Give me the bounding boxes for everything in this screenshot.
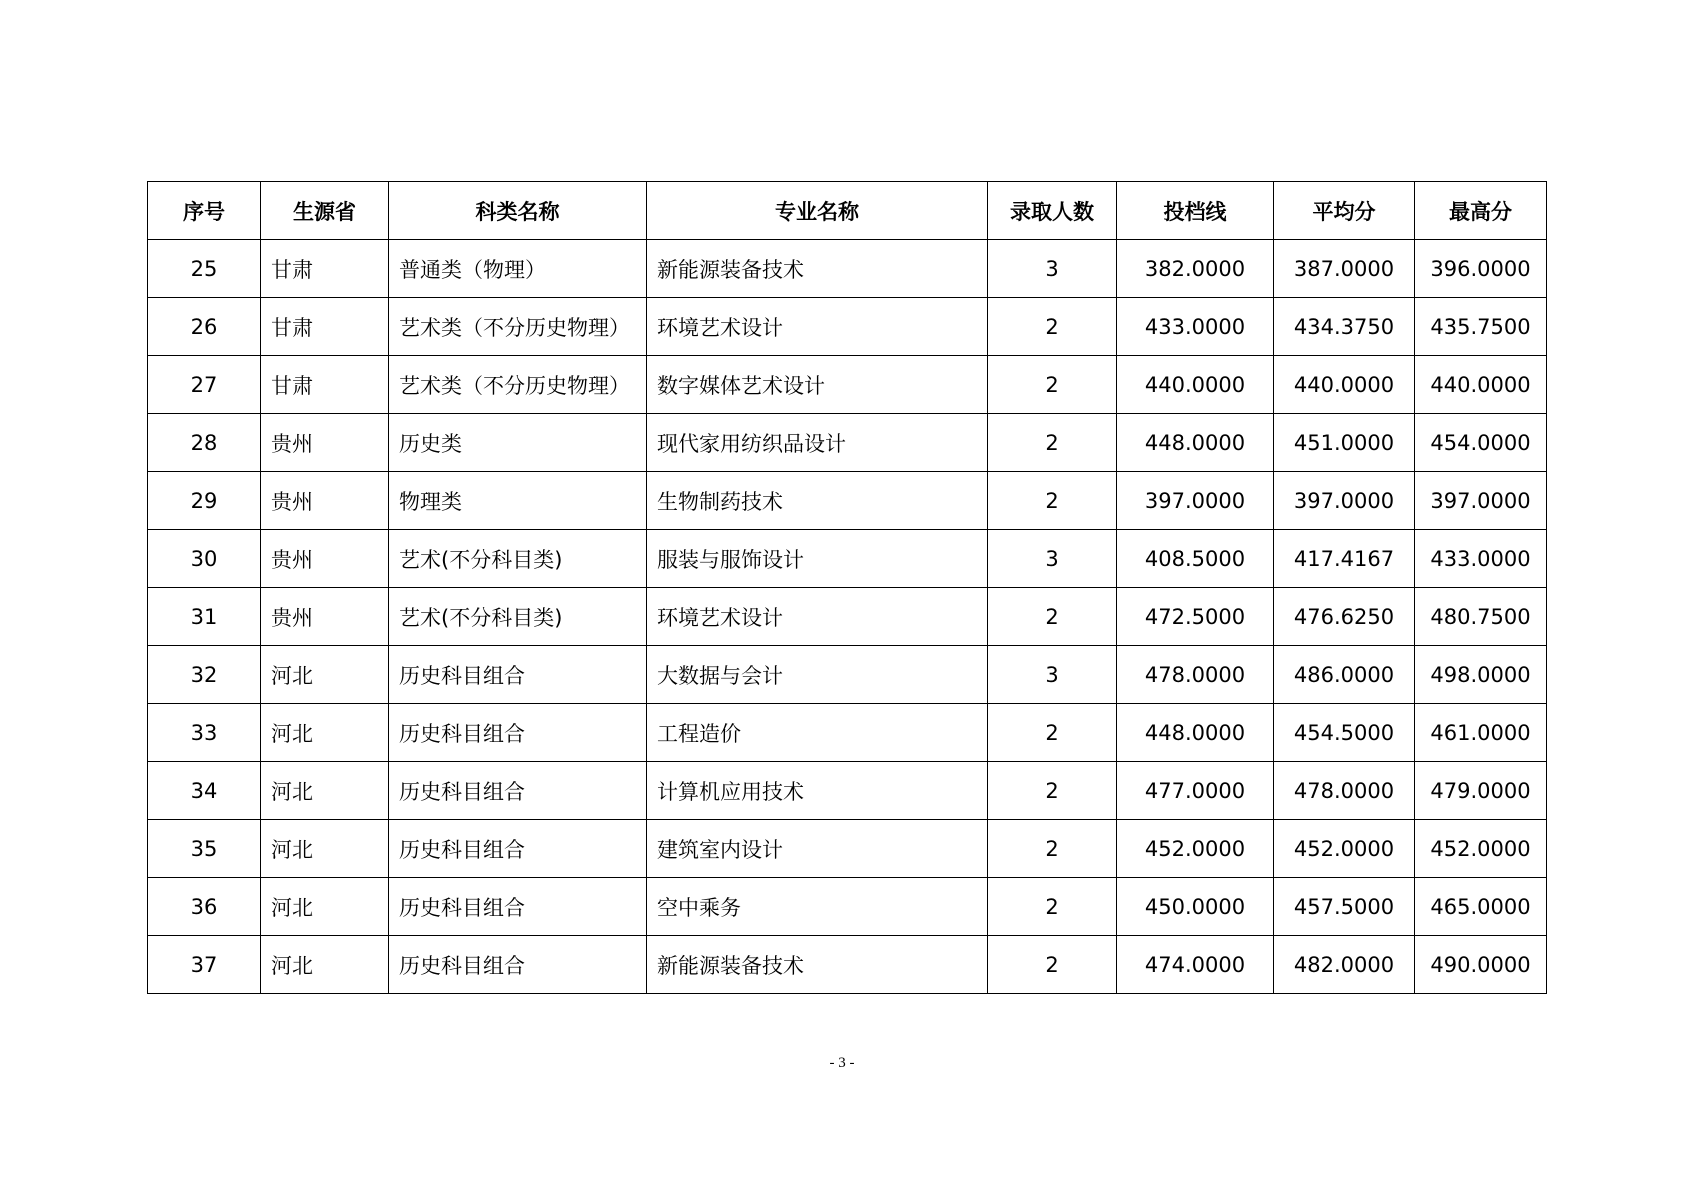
table-row — [148, 936, 1547, 994]
page-number: - 3 - — [829, 1055, 855, 1071]
table-row — [148, 588, 1547, 646]
cell-category: 普通类（物理） — [389, 240, 647, 298]
cell-major: 新能源装备技术 — [647, 936, 988, 994]
table-row — [148, 472, 1547, 530]
cell-cutoff-score: 397.0000 — [1117, 472, 1274, 530]
cell-major: 现代家用纺织品设计 — [647, 414, 988, 472]
cell-category: 艺术(不分科目类) — [389, 530, 647, 588]
cell-cutoff-score: 472.5000 — [1117, 588, 1274, 646]
cell-index: 34 — [148, 762, 261, 820]
cell-cutoff-score: 474.0000 — [1117, 936, 1274, 994]
cell-admitted-count: 2 — [988, 820, 1117, 878]
cell-cutoff-score: 440.0000 — [1117, 356, 1274, 414]
cell-major: 环境艺术设计 — [647, 588, 988, 646]
header-index: 序号 — [148, 182, 261, 240]
cell-province: 河北 — [261, 646, 389, 704]
cell-major: 生物制药技术 — [647, 472, 988, 530]
cell-category: 艺术类（不分历史物理） — [389, 298, 647, 356]
table-row — [148, 240, 1547, 298]
table-row — [148, 356, 1547, 414]
cell-cutoff-score: 382.0000 — [1117, 240, 1274, 298]
cell-index: 30 — [148, 530, 261, 588]
cell-highest-score: 498.0000 — [1415, 646, 1547, 704]
cell-average-score: 478.0000 — [1274, 762, 1415, 820]
cell-highest-score: 480.7500 — [1415, 588, 1547, 646]
cell-index: 33 — [148, 704, 261, 762]
cell-admitted-count: 2 — [988, 878, 1117, 936]
table-row — [148, 298, 1547, 356]
cell-admitted-count: 2 — [988, 762, 1117, 820]
cell-province: 甘肃 — [261, 240, 389, 298]
cell-index: 37 — [148, 936, 261, 994]
cell-index: 28 — [148, 414, 261, 472]
cell-average-score: 434.3750 — [1274, 298, 1415, 356]
cell-index: 36 — [148, 878, 261, 936]
table-row — [148, 414, 1547, 472]
cell-province: 贵州 — [261, 414, 389, 472]
cell-average-score: 397.0000 — [1274, 472, 1415, 530]
cell-major: 新能源装备技术 — [647, 240, 988, 298]
cell-highest-score: 435.7500 — [1415, 298, 1547, 356]
cell-major: 计算机应用技术 — [647, 762, 988, 820]
cell-index: 25 — [148, 240, 261, 298]
header-average-score: 平均分 — [1274, 182, 1415, 240]
cell-admitted-count: 2 — [988, 472, 1117, 530]
cell-index: 35 — [148, 820, 261, 878]
cell-highest-score: 461.0000 — [1415, 704, 1547, 762]
cell-highest-score: 440.0000 — [1415, 356, 1547, 414]
cell-major: 环境艺术设计 — [647, 298, 988, 356]
cell-category: 历史科目组合 — [389, 936, 647, 994]
cell-province: 贵州 — [261, 530, 389, 588]
cell-admitted-count: 2 — [988, 936, 1117, 994]
cell-category: 历史科目组合 — [389, 762, 647, 820]
table-row — [148, 878, 1547, 936]
cell-average-score: 440.0000 — [1274, 356, 1415, 414]
cell-average-score: 457.5000 — [1274, 878, 1415, 936]
cell-admitted-count: 2 — [988, 356, 1117, 414]
cell-major: 空中乘务 — [647, 878, 988, 936]
cell-average-score: 486.0000 — [1274, 646, 1415, 704]
header-admitted-count: 录取人数 — [988, 182, 1117, 240]
header-province: 生源省 — [261, 182, 389, 240]
cell-highest-score: 479.0000 — [1415, 762, 1547, 820]
cell-highest-score: 433.0000 — [1415, 530, 1547, 588]
cell-average-score: 417.4167 — [1274, 530, 1415, 588]
cell-province: 河北 — [261, 820, 389, 878]
cell-index: 32 — [148, 646, 261, 704]
cell-category: 历史科目组合 — [389, 820, 647, 878]
cell-admitted-count: 3 — [988, 530, 1117, 588]
cell-admitted-count: 2 — [988, 588, 1117, 646]
cell-average-score: 387.0000 — [1274, 240, 1415, 298]
cell-category: 艺术(不分科目类) — [389, 588, 647, 646]
cell-index: 26 — [148, 298, 261, 356]
cell-highest-score: 465.0000 — [1415, 878, 1547, 936]
cell-province: 河北 — [261, 704, 389, 762]
cell-cutoff-score: 450.0000 — [1117, 878, 1274, 936]
cell-cutoff-score: 477.0000 — [1117, 762, 1274, 820]
cell-province: 河北 — [261, 878, 389, 936]
cell-index: 31 — [148, 588, 261, 646]
cell-index: 27 — [148, 356, 261, 414]
table-row — [148, 530, 1547, 588]
table-row — [148, 820, 1547, 878]
cell-highest-score: 490.0000 — [1415, 936, 1547, 994]
header-cutoff-score: 投档线 — [1117, 182, 1274, 240]
cell-category: 历史科目组合 — [389, 878, 647, 936]
cell-highest-score: 397.0000 — [1415, 472, 1547, 530]
table-row — [148, 646, 1547, 704]
cell-admitted-count: 3 — [988, 240, 1117, 298]
cell-major: 工程造价 — [647, 704, 988, 762]
cell-category: 历史科目组合 — [389, 646, 647, 704]
cell-cutoff-score: 433.0000 — [1117, 298, 1274, 356]
table-row — [148, 762, 1547, 820]
cell-highest-score: 452.0000 — [1415, 820, 1547, 878]
cell-major: 建筑室内设计 — [647, 820, 988, 878]
cell-province: 河北 — [261, 936, 389, 994]
cell-index: 29 — [148, 472, 261, 530]
cell-highest-score: 454.0000 — [1415, 414, 1547, 472]
cell-major: 大数据与会计 — [647, 646, 988, 704]
cell-average-score: 454.5000 — [1274, 704, 1415, 762]
cell-cutoff-score: 452.0000 — [1117, 820, 1274, 878]
cell-admitted-count: 2 — [988, 414, 1117, 472]
table-row — [148, 704, 1547, 762]
cell-average-score: 451.0000 — [1274, 414, 1415, 472]
cell-province: 河北 — [261, 762, 389, 820]
cell-category: 物理类 — [389, 472, 647, 530]
cell-cutoff-score: 448.0000 — [1117, 414, 1274, 472]
cell-highest-score: 396.0000 — [1415, 240, 1547, 298]
table-header-row — [148, 182, 1547, 240]
header-category: 科类名称 — [389, 182, 647, 240]
header-highest-score: 最高分 — [1415, 182, 1547, 240]
cell-average-score: 476.6250 — [1274, 588, 1415, 646]
cell-cutoff-score: 478.0000 — [1117, 646, 1274, 704]
cell-province: 贵州 — [261, 472, 389, 530]
cell-major: 数字媒体艺术设计 — [647, 356, 988, 414]
cell-category: 历史类 — [389, 414, 647, 472]
cell-category: 历史科目组合 — [389, 704, 647, 762]
table-body — [148, 240, 1547, 994]
cell-average-score: 452.0000 — [1274, 820, 1415, 878]
cell-province: 甘肃 — [261, 356, 389, 414]
cell-admitted-count: 3 — [988, 646, 1117, 704]
cell-province: 贵州 — [261, 588, 389, 646]
cell-admitted-count: 2 — [988, 704, 1117, 762]
admissions-table — [147, 181, 1547, 994]
cell-average-score: 482.0000 — [1274, 936, 1415, 994]
cell-cutoff-score: 408.5000 — [1117, 530, 1274, 588]
cell-cutoff-score: 448.0000 — [1117, 704, 1274, 762]
cell-province: 甘肃 — [261, 298, 389, 356]
cell-major: 服装与服饰设计 — [647, 530, 988, 588]
header-major: 专业名称 — [647, 182, 988, 240]
cell-category: 艺术类（不分历史物理） — [389, 356, 647, 414]
cell-admitted-count: 2 — [988, 298, 1117, 356]
